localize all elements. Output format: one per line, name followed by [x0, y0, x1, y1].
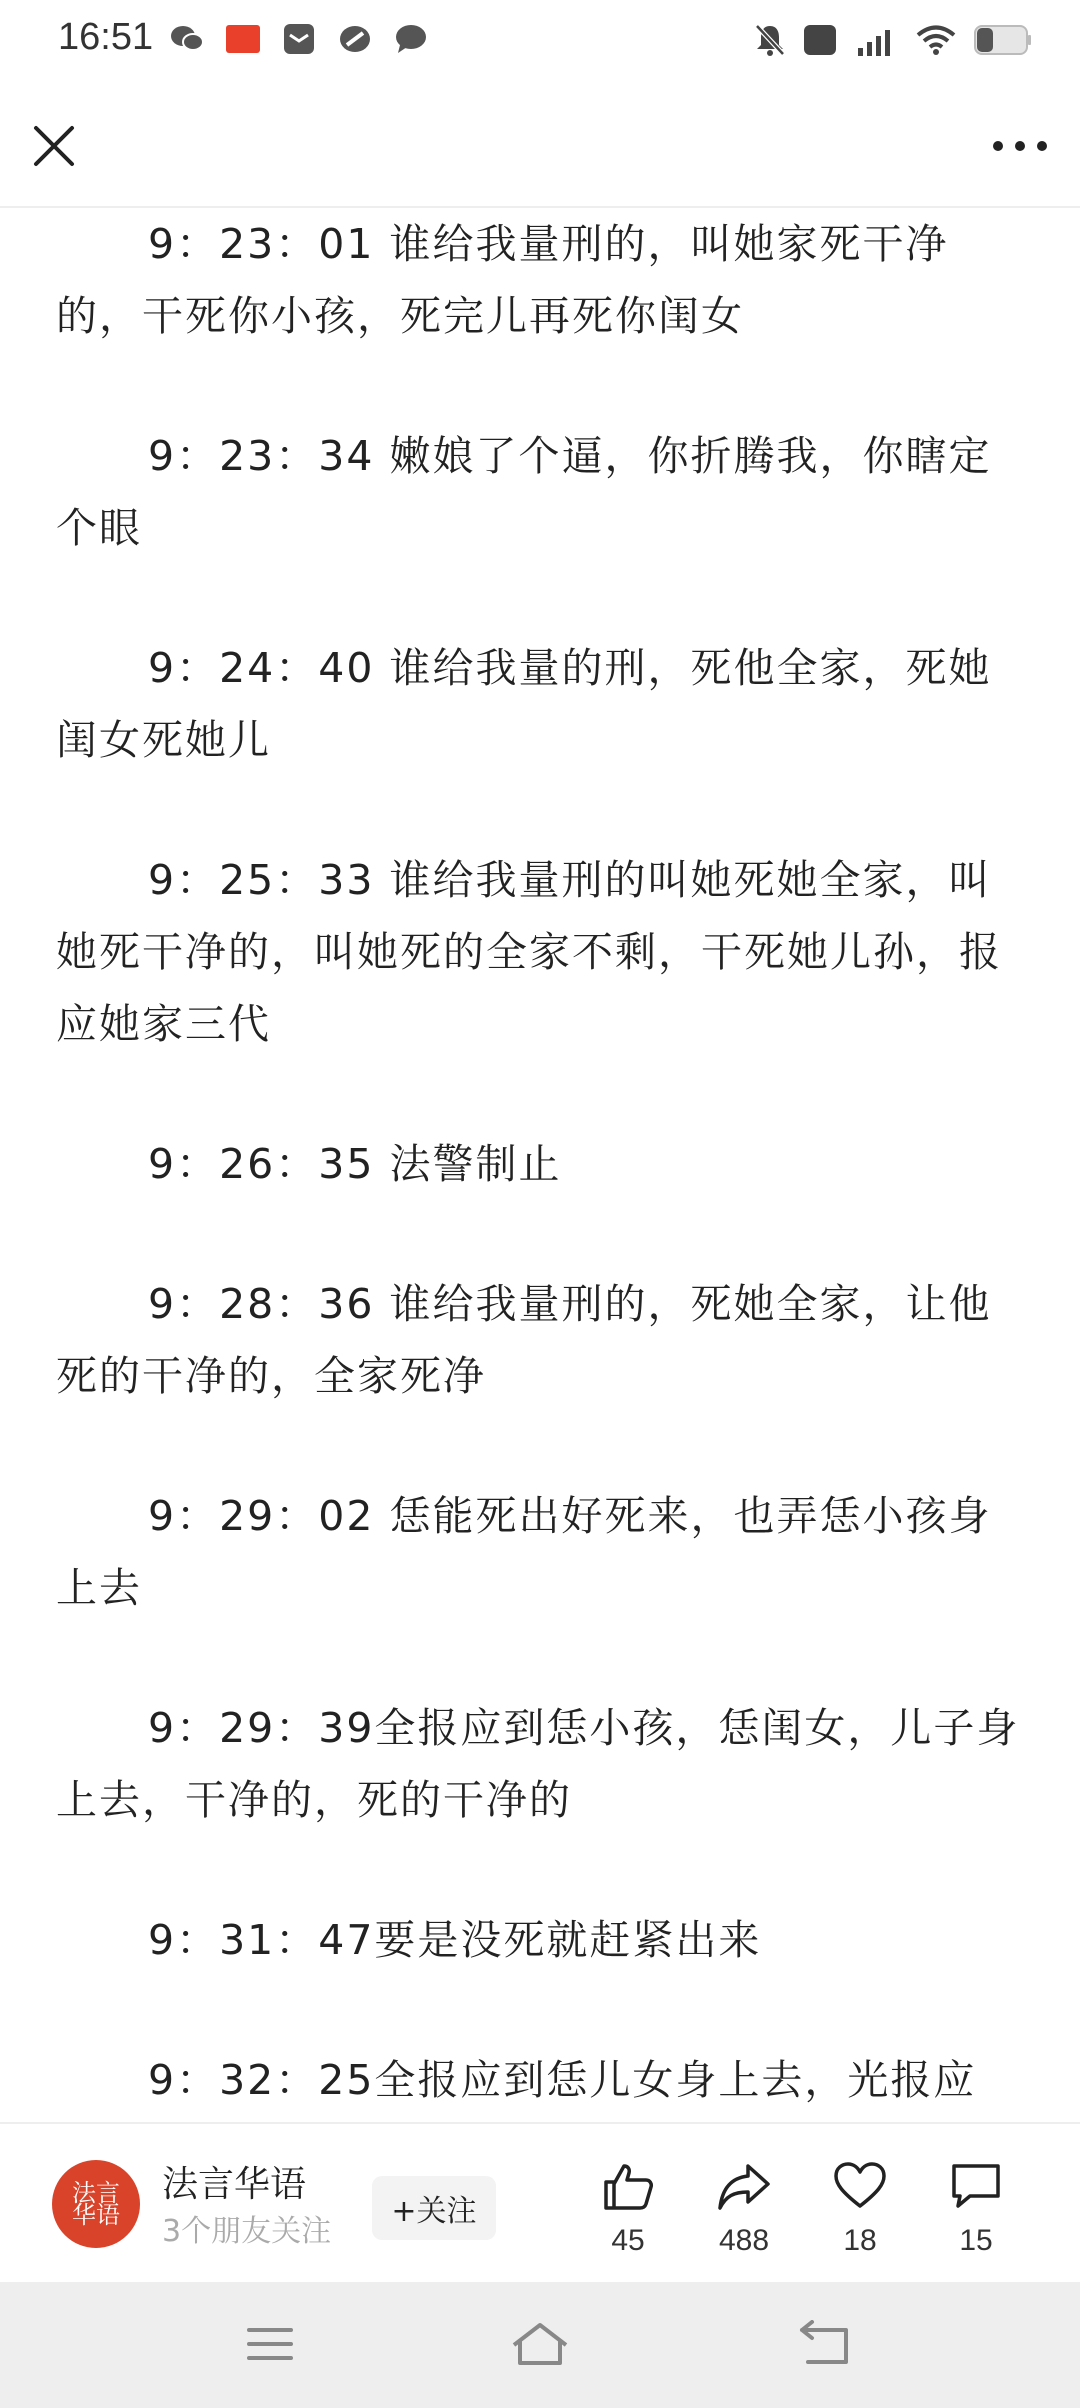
- author-action-bar: [0, 2122, 1080, 2284]
- menu-icon: [245, 2324, 295, 2364]
- article-body: [56, 208, 1026, 2120]
- status-app-icons: [170, 22, 428, 56]
- author-avatar[interactable]: [52, 2160, 140, 2248]
- comment-count: 15: [959, 2224, 993, 2257]
- more-options-button[interactable]: [990, 130, 1050, 162]
- thumbs-up-icon: [578, 2156, 678, 2216]
- favorite-count: 18: [843, 2224, 877, 2257]
- author-followers: 3个朋友关注: [162, 2214, 332, 2249]
- status-right-icons: [754, 20, 1032, 60]
- top-bar: [0, 80, 1080, 208]
- article-paragraph: 9：32：25全报应到恁儿女身上去，光报应: [148, 2056, 977, 2104]
- back-icon: [798, 2320, 852, 2368]
- article-paragraph: 9：29：39全报应到恁小孩，恁闺女，儿子身上去，干净的，死的干净的: [56, 1704, 1020, 1824]
- article-paragraph: 9：25：33 谁给我量刑的叫她死她全家，叫她死干净的，叫她死的全家不剩，干死她儿孙，报应她家三代: [56, 856, 1002, 1048]
- battery-icon: [974, 20, 1032, 60]
- favorite-button[interactable]: [810, 2156, 910, 2258]
- comment-icon: [926, 2156, 1026, 2216]
- close-icon: [30, 122, 78, 170]
- like-count: 45: [611, 2224, 645, 2257]
- article-paragraph: 9：29：02 恁能死出好死来，也弄恁小孩身上去: [56, 1492, 992, 1612]
- comment-button[interactable]: [926, 2156, 1026, 2258]
- article-paragraph: 9：23：01 谁给我量刑的，叫她家死干净的，干死你小孩，死完儿再死你闺女: [56, 220, 949, 340]
- mail-icon: [282, 22, 316, 56]
- home-icon: [510, 2319, 570, 2369]
- back-button[interactable]: [795, 2316, 855, 2372]
- status-time: 16:51: [58, 16, 154, 58]
- article-paragraph: 9：28：36 谁给我量刑的，死她全家，让他死的干净的，全家死净: [56, 1280, 992, 1400]
- 5g-signal-icon: [854, 20, 898, 60]
- mute-bell-icon: [754, 20, 786, 60]
- hd-icon: [804, 20, 836, 60]
- chat-bubble-icon: [394, 22, 428, 56]
- wechat-icon: [170, 22, 204, 56]
- link-icon: [338, 22, 372, 56]
- share-count: 488: [718, 2224, 770, 2257]
- system-nav-bar: [0, 2282, 1080, 2408]
- share-button[interactable]: [694, 2156, 794, 2258]
- home-button[interactable]: [510, 2316, 570, 2372]
- close-button[interactable]: [30, 122, 78, 170]
- article-paragraph: 9：23：34 嫩娘了个逼，你折腾我，你瞎定个眼: [56, 432, 992, 552]
- article-paragraph: 9：24：40 谁给我量的刑，死他全家，死她闺女死她儿: [56, 644, 992, 764]
- author-name[interactable]: 法言华语: [162, 2164, 307, 2205]
- more-dots-icon: [990, 130, 1050, 162]
- heart-icon: [810, 2156, 910, 2216]
- toutiao-icon: [226, 22, 260, 56]
- menu-button[interactable]: [240, 2316, 300, 2372]
- like-button[interactable]: [578, 2156, 678, 2258]
- follow-button[interactable]: +关注: [372, 2176, 496, 2240]
- wifi-icon: [916, 20, 956, 60]
- share-arrow-icon: [694, 2156, 794, 2216]
- article-paragraph: 9：31：47要是没死就赶紧出来: [148, 1916, 762, 1964]
- status-bar: [0, 0, 1080, 80]
- avatar-logo-text: 法言华语: [72, 2179, 120, 2229]
- article-paragraph: 9：26：35 法警制止: [148, 1140, 562, 1188]
